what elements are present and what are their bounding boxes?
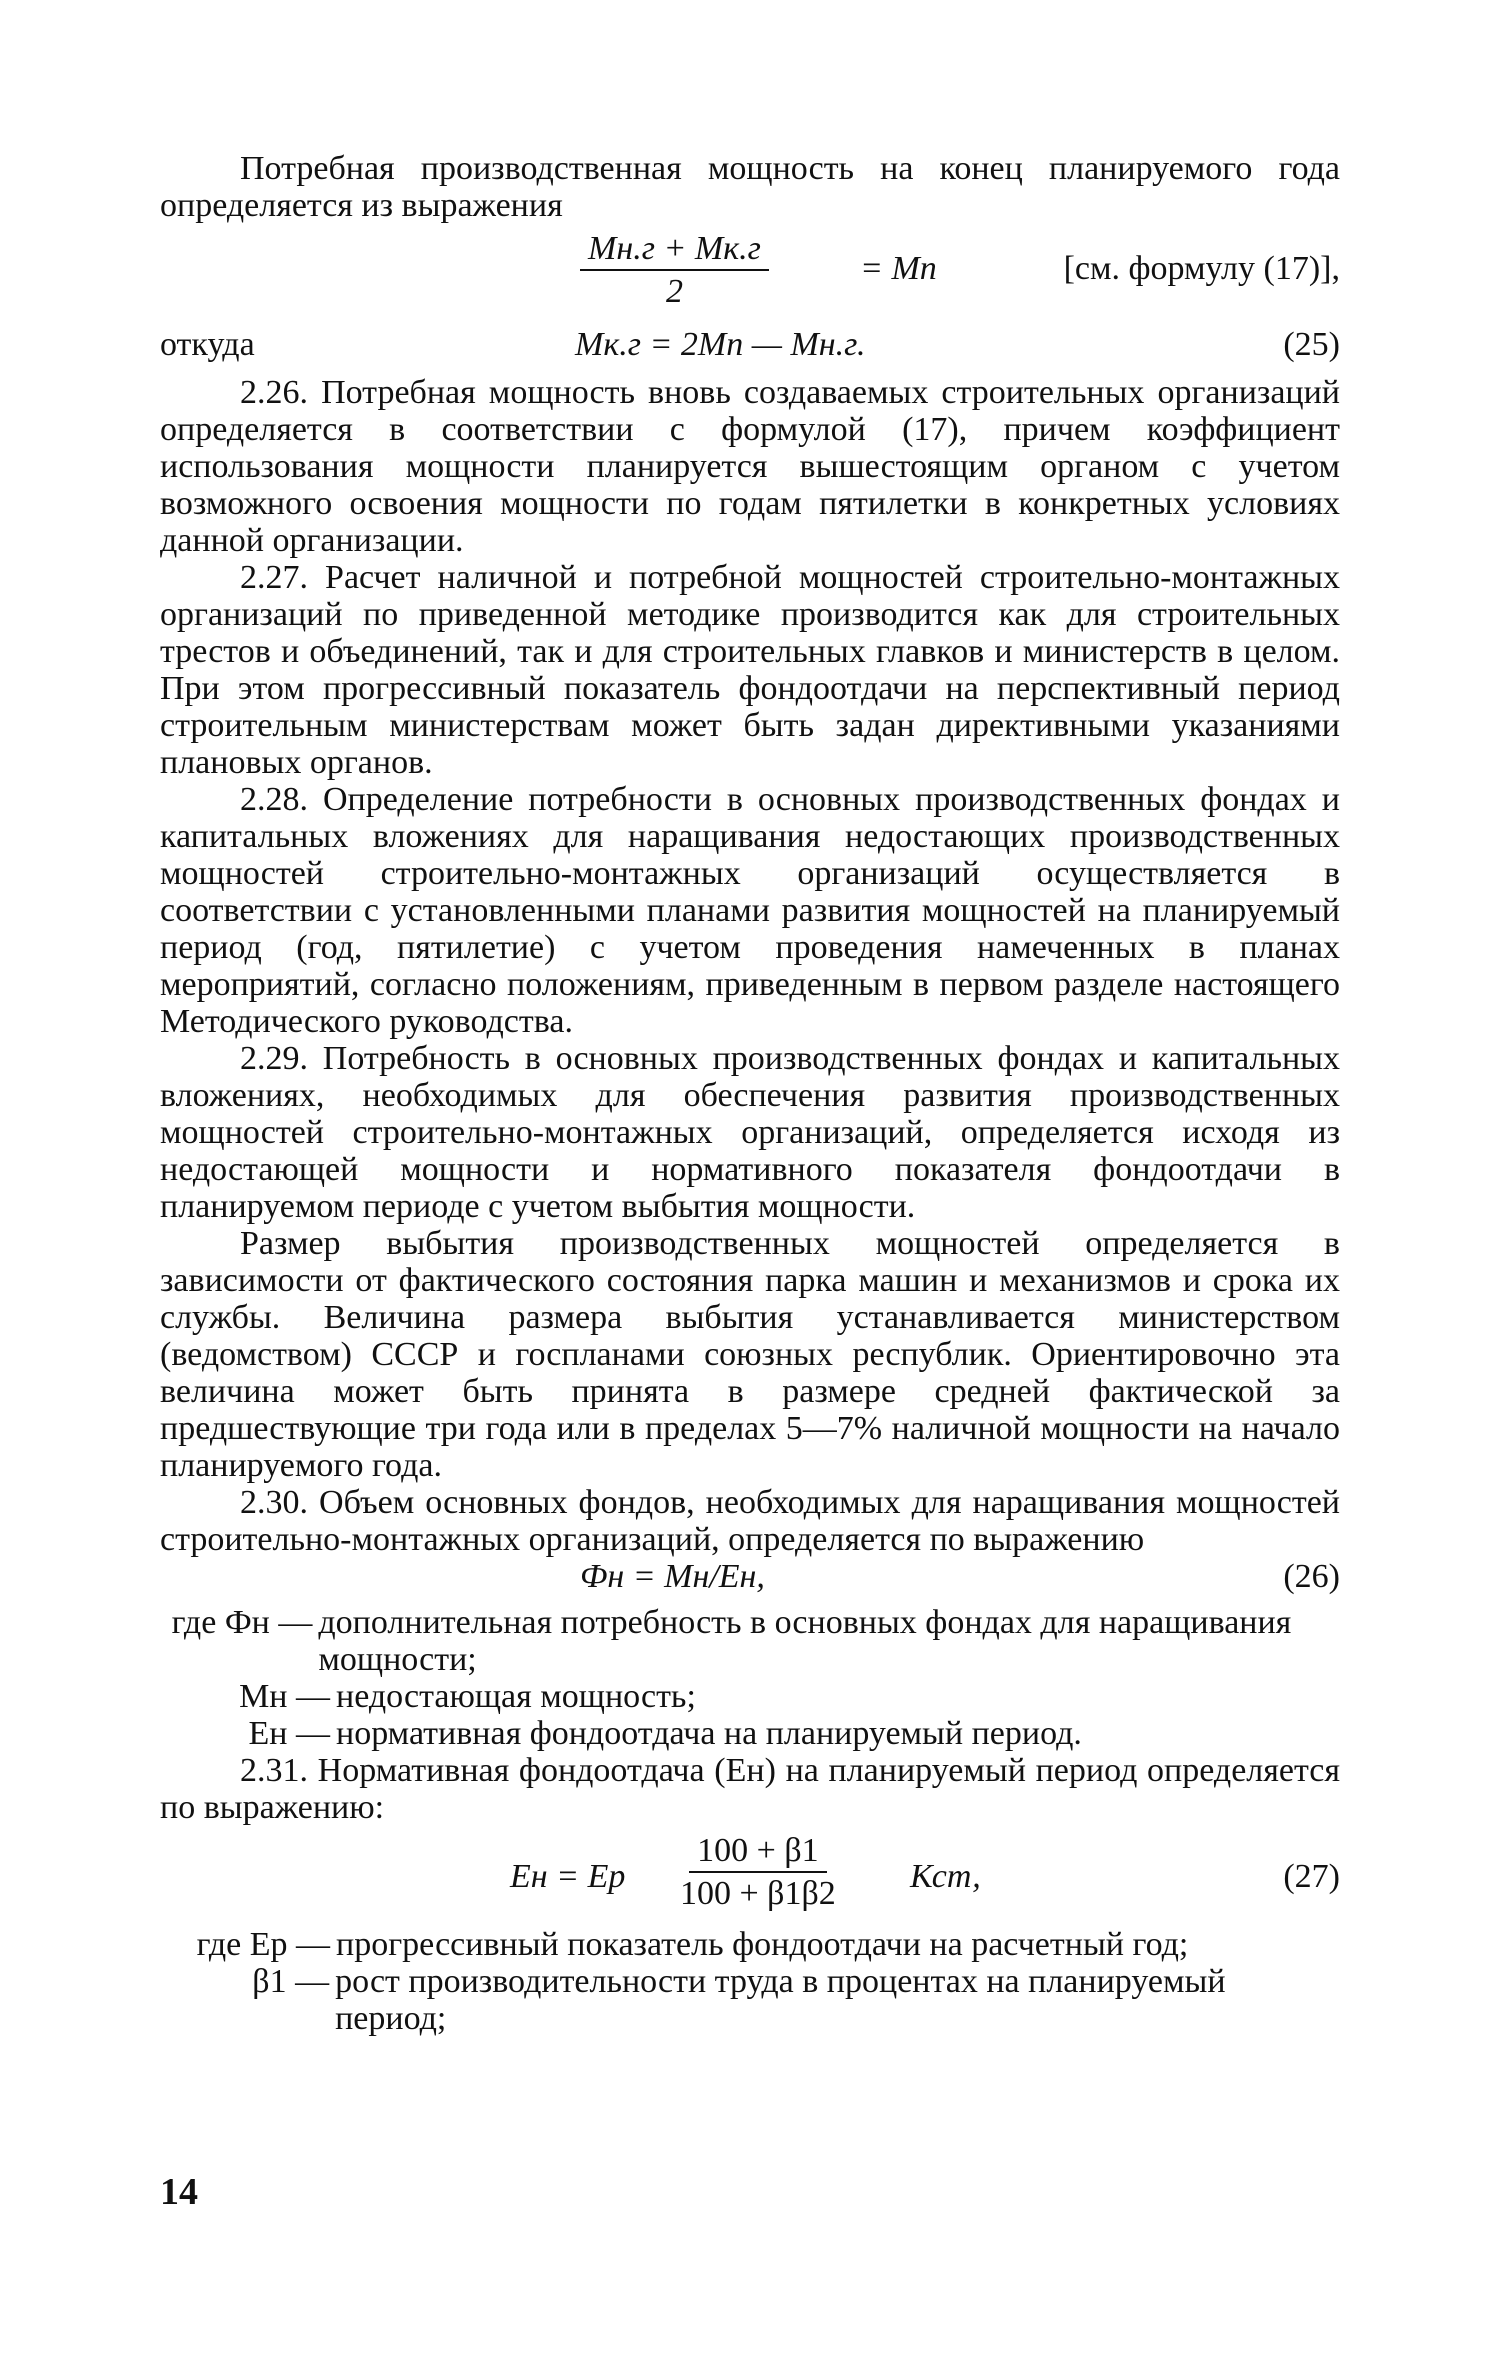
intro-paragraph: Потребная производственная мощность на конец планируемого года определяется из выражения bbox=[160, 150, 1340, 224]
definition-item bbox=[160, 1604, 1340, 1678]
definition-text: дополнительная потребность в основных фондах для наращивания мощности; bbox=[318, 1604, 1292, 1678]
definition-item bbox=[160, 1963, 1340, 2037]
eq-a-rhs: = Мп bbox=[860, 250, 937, 287]
eq25-lead: откуда bbox=[160, 326, 255, 363]
definition-term: Ен — bbox=[248, 1715, 330, 1752]
definitions-27 bbox=[160, 1926, 1340, 2037]
equation-25 bbox=[160, 314, 1340, 374]
eq27-rhs: Кст, bbox=[910, 1858, 981, 1895]
section-text: Нормативная фондоотдача (Ен) на планируемый период определяется по выражению: bbox=[160, 1752, 1340, 1826]
section-number: 2.30. bbox=[240, 1484, 308, 1521]
eq25-formula: Мк.г = 2Мп — Мн.г. bbox=[575, 326, 866, 363]
section-2-30 bbox=[160, 1484, 1340, 1558]
section-number: 2.26. bbox=[240, 374, 308, 411]
section-text: Определение потребности в основных производственных фондах и капитальных вложениях для наращивания недостающих производственных мощностей строительно-монтажных организаций осуществляется в соответствии с установленными планами развития мощностей на планируемый период (год, пятилетие) с учетом проведения намеченных в планах мероприятий, согласно положениям, приведенным в первом разделе настоящего Методического руководства. bbox=[160, 781, 1340, 1040]
definition-item bbox=[160, 1926, 1340, 1963]
equation-27 bbox=[160, 1826, 1340, 1926]
eq26-label: (26) bbox=[1283, 1558, 1340, 1595]
definition-text: нормативная фондоотдача на планируемый период. bbox=[336, 1715, 1082, 1752]
definition-term: где Фн — bbox=[171, 1604, 313, 1641]
eq27-numerator: 100 + β1 bbox=[689, 1832, 826, 1873]
definition-item bbox=[160, 1678, 1340, 1715]
definition-term: Мн — bbox=[239, 1678, 330, 1715]
definition-text: недостающая мощность; bbox=[336, 1678, 696, 1715]
eq26-formula: Фн = Мн/Ен, bbox=[580, 1558, 765, 1595]
definition-term: β1 — bbox=[252, 1963, 330, 2000]
section-number: 2.31. bbox=[240, 1752, 308, 1789]
section-2-28 bbox=[160, 781, 1340, 1040]
page-number: 14 bbox=[160, 2171, 198, 2213]
equation-mean-capacity bbox=[160, 224, 1340, 314]
eq-a-numerator: Мн.г + Мк.г bbox=[580, 230, 769, 271]
section-2-31 bbox=[160, 1752, 1340, 1826]
definition-item bbox=[160, 1715, 1340, 1752]
eq27-denominator: 100 + β1β2 bbox=[680, 1875, 836, 1912]
retirement-paragraph: Размер выбытия производственных мощностей определяется в зависимости от фактического состояния парка машин и механизмов и срока их службы. Величина размера выбытия устанавливается министерством (ведомством) СССР и госпланами союзных республик. Ориентировочно эта величина может быть принята в размере средней фактической за предшествующие три года или в пределах 5—7% наличной мощности на начало планируемого года. bbox=[160, 1225, 1340, 1484]
section-2-26 bbox=[160, 374, 1340, 559]
definitions-26 bbox=[160, 1604, 1340, 1752]
section-number: 2.29. bbox=[240, 1040, 308, 1077]
definition-term: где Ер — bbox=[196, 1926, 330, 1963]
section-number: 2.28. bbox=[240, 781, 308, 818]
page-body bbox=[160, 150, 1340, 2037]
eq-a-reference: [см. формулу (17)], bbox=[1063, 250, 1340, 287]
definition-text: рост производительности труда в процентах на планируемый период; bbox=[335, 1963, 1226, 2037]
eq25-label: (25) bbox=[1283, 326, 1340, 363]
section-2-27 bbox=[160, 559, 1340, 781]
section-text: Потребность в основных производственных фондах и капитальных вложениях, необходимых для обеспечения развития производственных мощностей строительно-монтажных организаций, определяется исходя из недостающей мощности и нормативного показателя фондоотдачи в планируемом периоде с учетом выбытия мощности. bbox=[160, 1040, 1340, 1225]
eq27-lhs: Ен = Ер bbox=[510, 1858, 626, 1895]
section-text: Расчет наличной и потребной мощностей строительно-монтажных организаций по приведенной методике производится как для строительных трестов и объединений, так и для строительных главков и министерств в целом. При этом прогрессивный показатель фондоотдачи на перспективный период строительным министерствам может быть задан директивными указаниями плановых органов. bbox=[160, 559, 1340, 781]
section-number: 2.27. bbox=[240, 559, 308, 596]
eq27-label: (27) bbox=[1283, 1858, 1340, 1895]
equation-26 bbox=[160, 1558, 1340, 1604]
eq-a-denominator: 2 bbox=[665, 273, 683, 310]
section-text: Объем основных фондов, необходимых для наращивания мощностей строительно-монтажных организаций, определяется по выражению bbox=[160, 1484, 1340, 1558]
definition-text: прогрессивный показатель фондоотдачи на расчетный год; bbox=[336, 1926, 1189, 1963]
section-text: Потребная мощность вновь создаваемых строительных организаций определяется в соответствии с формулой (17), причем коэффициент использования мощности планируется вышестоящим органом с учетом возможного освоения мощности по годам пятилетки в конкретных условиях данной организации. bbox=[160, 374, 1341, 559]
section-2-29 bbox=[160, 1040, 1340, 1225]
